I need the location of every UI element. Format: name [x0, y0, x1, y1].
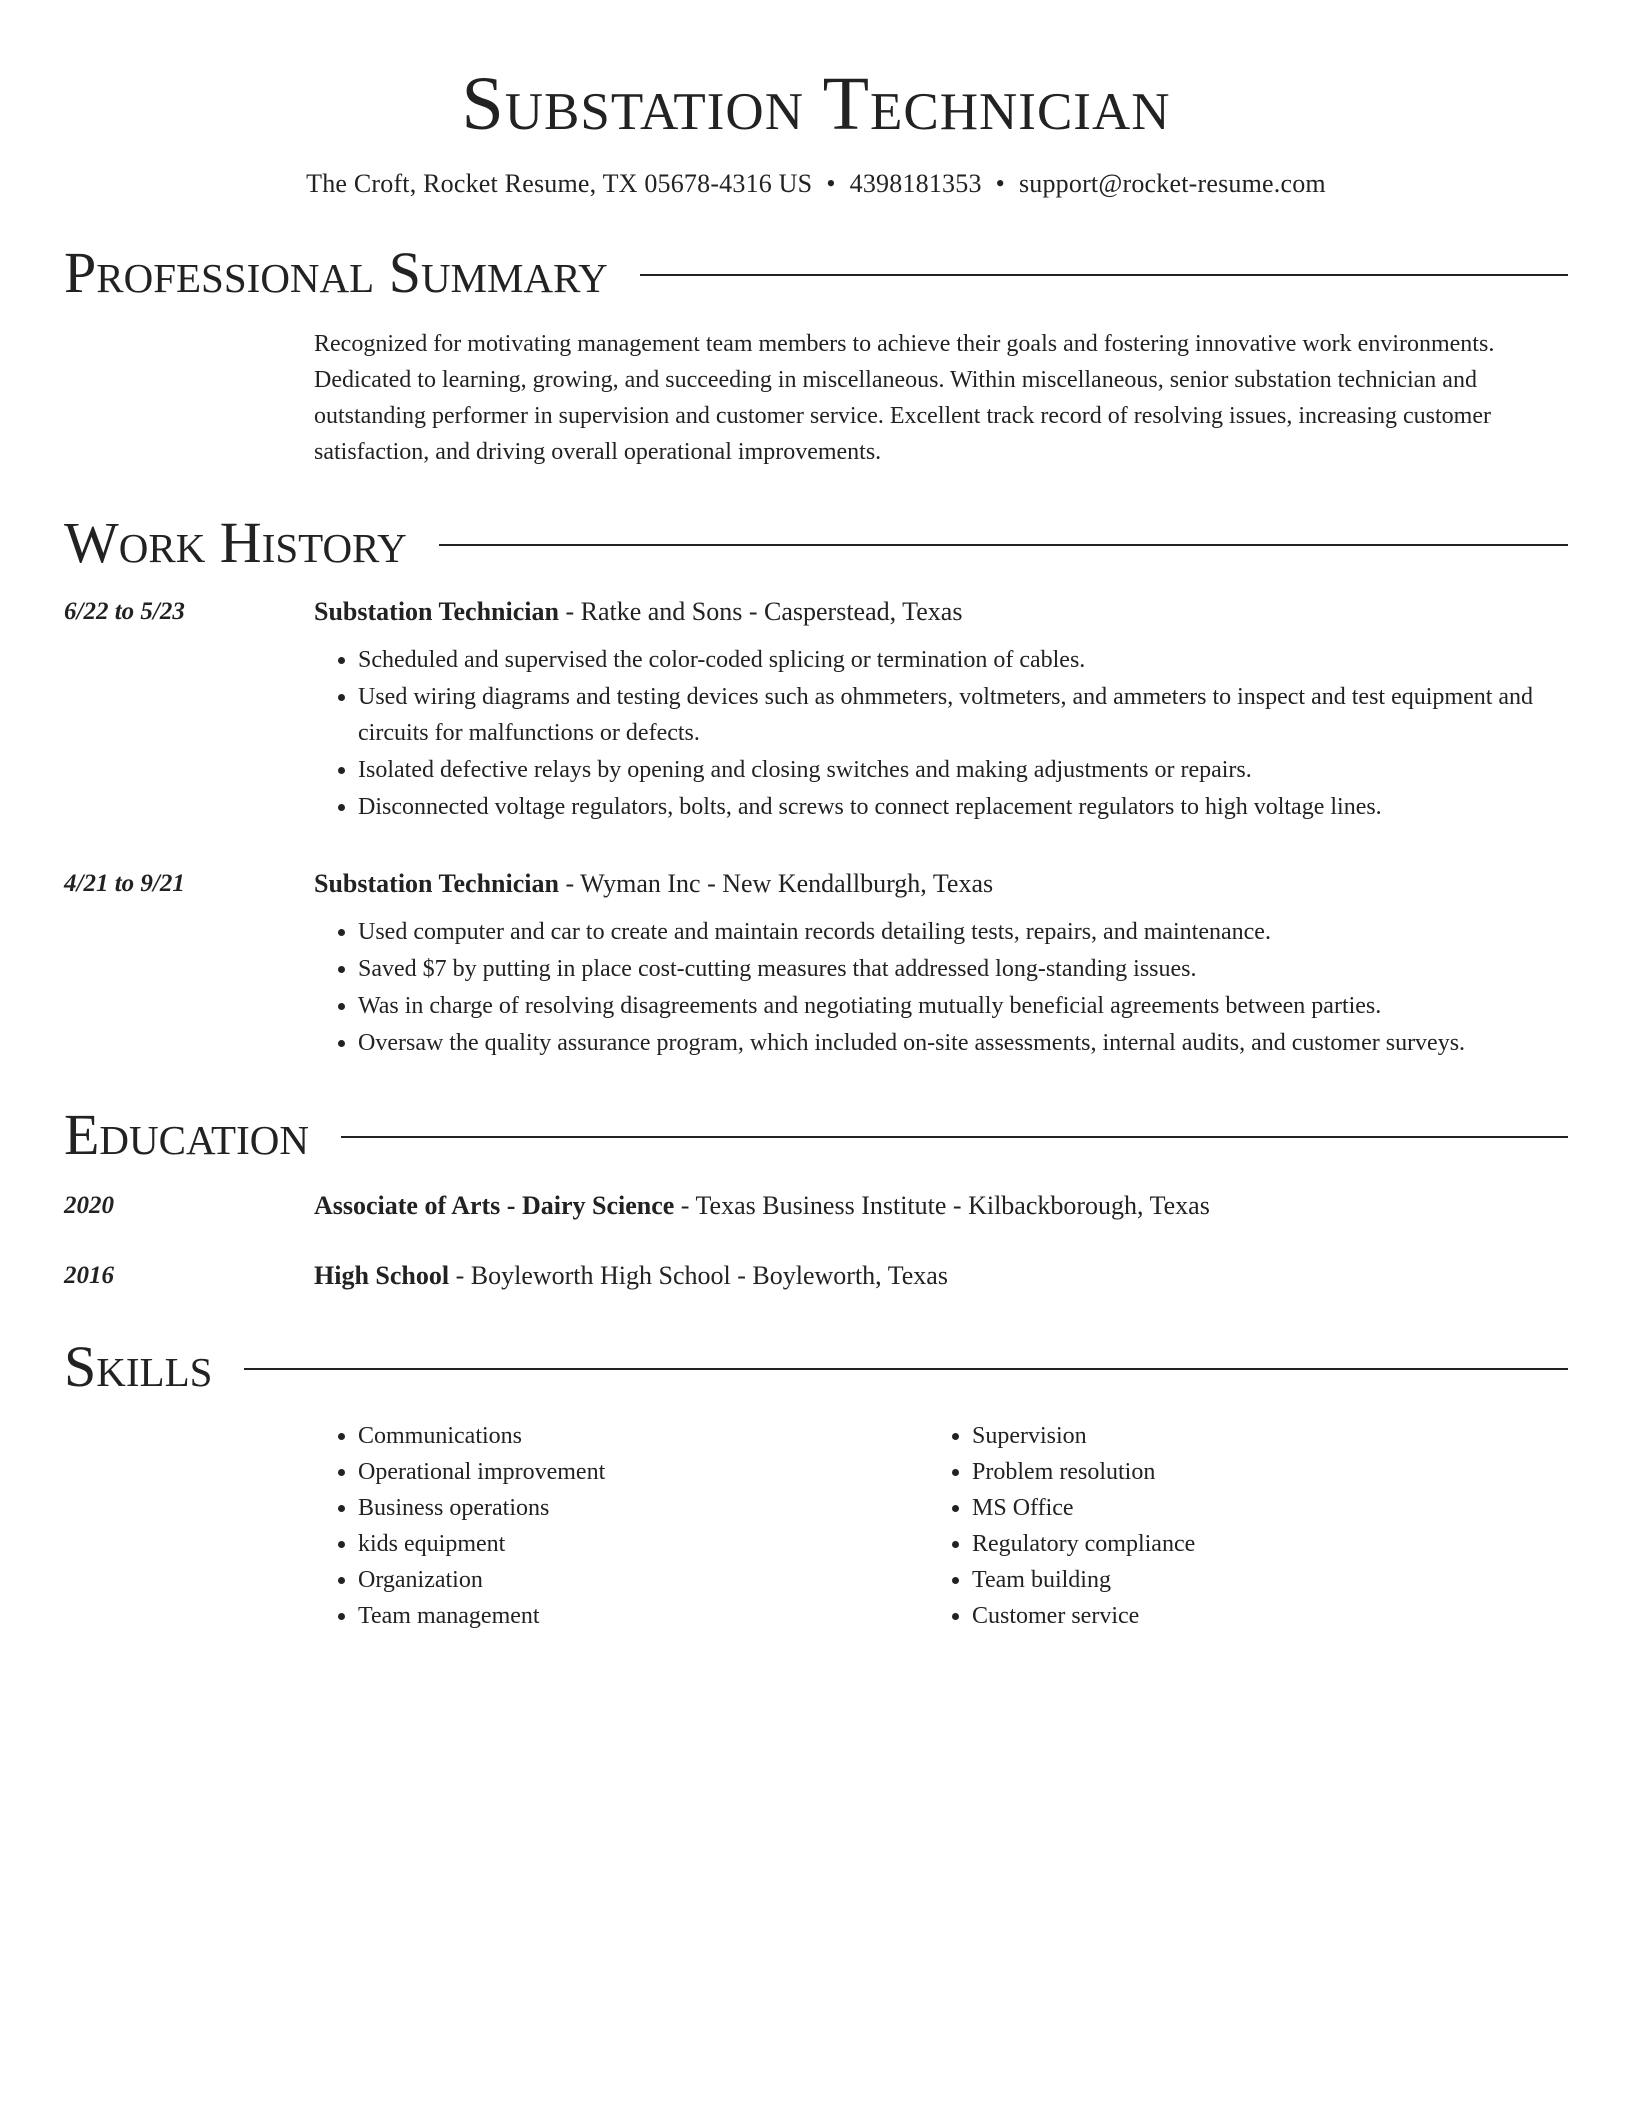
resume-name: Substation Technician	[461, 62, 1171, 146]
education-year: 2016	[64, 1262, 114, 1289]
skill-item: • Supervision	[972, 1418, 1542, 1454]
section-divider	[439, 544, 1568, 546]
skill-item: • Regulatory compliance	[972, 1526, 1542, 1562]
education-heading: Education	[64, 1102, 309, 1167]
education-year: 2020	[64, 1192, 114, 1219]
work-heading: Work History	[64, 510, 407, 575]
summary-section-header	[64, 240, 1568, 306]
education-entry	[64, 1258, 1568, 1294]
skills-column-right	[928, 1418, 1542, 1634]
contact-address: The Croft, Rocket Resume, TX 05678-4316 US	[306, 169, 813, 198]
education-body	[314, 1258, 1568, 1294]
section-divider	[341, 1136, 1568, 1138]
education-body	[314, 1188, 1568, 1224]
skills-list	[314, 1418, 1568, 1634]
job-body	[314, 866, 1568, 1062]
skill-item: • Business operations	[358, 1490, 928, 1526]
job-bullet: • Saved $7 by putting in place cost-cutting measures that addressed long-standing issues.	[358, 951, 1568, 987]
education-entry	[64, 1188, 1568, 1224]
job-body	[314, 594, 1568, 826]
job-title-line	[314, 866, 1568, 902]
job-bullet: • Disconnected voltage regulators, bolts, and screws to connect replacement regulators to high voltage lines.	[358, 789, 1568, 825]
education-details: - Texas Business Institute - Kilbackborough, Texas	[674, 1191, 1210, 1220]
skills-section-header	[64, 1334, 1568, 1400]
work-section-header	[64, 510, 1568, 576]
job-title-line	[314, 594, 1568, 630]
contact-separator: •	[995, 169, 1005, 198]
job-bullet: • Oversaw the quality assurance program, which included on-site assessments, internal audits, and customer surveys.	[358, 1025, 1568, 1061]
skill-item: • kids equipment	[358, 1526, 928, 1562]
summary-text: Recognized for motivating management team members to achieve their goals and fostering innovative work environments. Dedicated to learning, growing, and succeeding in miscellaneous. Within miscellaneous, senior substation technician and outstanding performer in supervision and customer service. Excellent track record of resolving issues, increasing customer satisfaction, and driving overall operational improvements.	[314, 331, 1495, 465]
job-title: Substation Technician	[314, 869, 559, 898]
skill-item: • Organization	[358, 1562, 928, 1598]
education-section-header	[64, 1102, 1568, 1168]
skills-column-left	[314, 1418, 928, 1634]
section-divider	[244, 1368, 1568, 1370]
job-bullets	[314, 914, 1568, 1061]
job-dates: 6/22 to 5/23	[64, 598, 185, 625]
job-bullet: • Was in charge of resolving disagreements and negotiating mutually beneficial agreements between parties.	[358, 988, 1568, 1024]
education-details: - Boyleworth High School - Boyleworth, Texas	[449, 1261, 948, 1290]
skill-item: • Communications	[358, 1418, 928, 1454]
contact-line	[64, 168, 1568, 200]
education-degree: High School	[314, 1261, 450, 1290]
skill-item: • Team management	[358, 1598, 928, 1634]
job-bullets	[314, 642, 1568, 825]
contact-separator: •	[826, 169, 836, 198]
job-bullet: • Used computer and car to create and maintain records detailing tests, repairs, and maintenance.	[358, 914, 1568, 950]
job-entry	[64, 594, 1568, 826]
contact-phone: 4398181353	[849, 169, 982, 198]
job-bullet: • Used wiring diagrams and testing devices such as ohmmeters, voltmeters, and ammeters to inspect and test equipment and circuits for malfunctions or defects.	[358, 679, 1568, 751]
education-degree: Associate of Arts - Dairy Science	[314, 1191, 675, 1220]
skills-heading: Skills	[64, 1334, 213, 1399]
skill-item: • MS Office	[972, 1490, 1542, 1526]
skill-item: • Problem resolution	[972, 1454, 1542, 1490]
job-details: - Wyman Inc - New Kendallburgh, Texas	[558, 869, 994, 898]
section-divider	[640, 274, 1568, 276]
skill-item: • Customer service	[972, 1598, 1542, 1634]
job-title: Substation Technician	[314, 597, 559, 626]
skill-item: • Team building	[972, 1562, 1542, 1598]
job-entry	[64, 866, 1568, 1062]
summary-heading: Professional Summary	[64, 240, 608, 305]
skill-item: • Operational improvement	[358, 1454, 928, 1490]
contact-email: support@rocket-resume.com	[1018, 169, 1326, 198]
job-dates: 4/21 to 9/21	[64, 870, 185, 897]
job-bullet: • Scheduled and supervised the color-coded splicing or termination of cables.	[358, 642, 1568, 678]
job-bullet: • Isolated defective relays by opening and closing switches and making adjustments or repairs.	[358, 752, 1568, 788]
job-details: - Ratke and Sons - Casperstead, Texas	[558, 597, 963, 626]
